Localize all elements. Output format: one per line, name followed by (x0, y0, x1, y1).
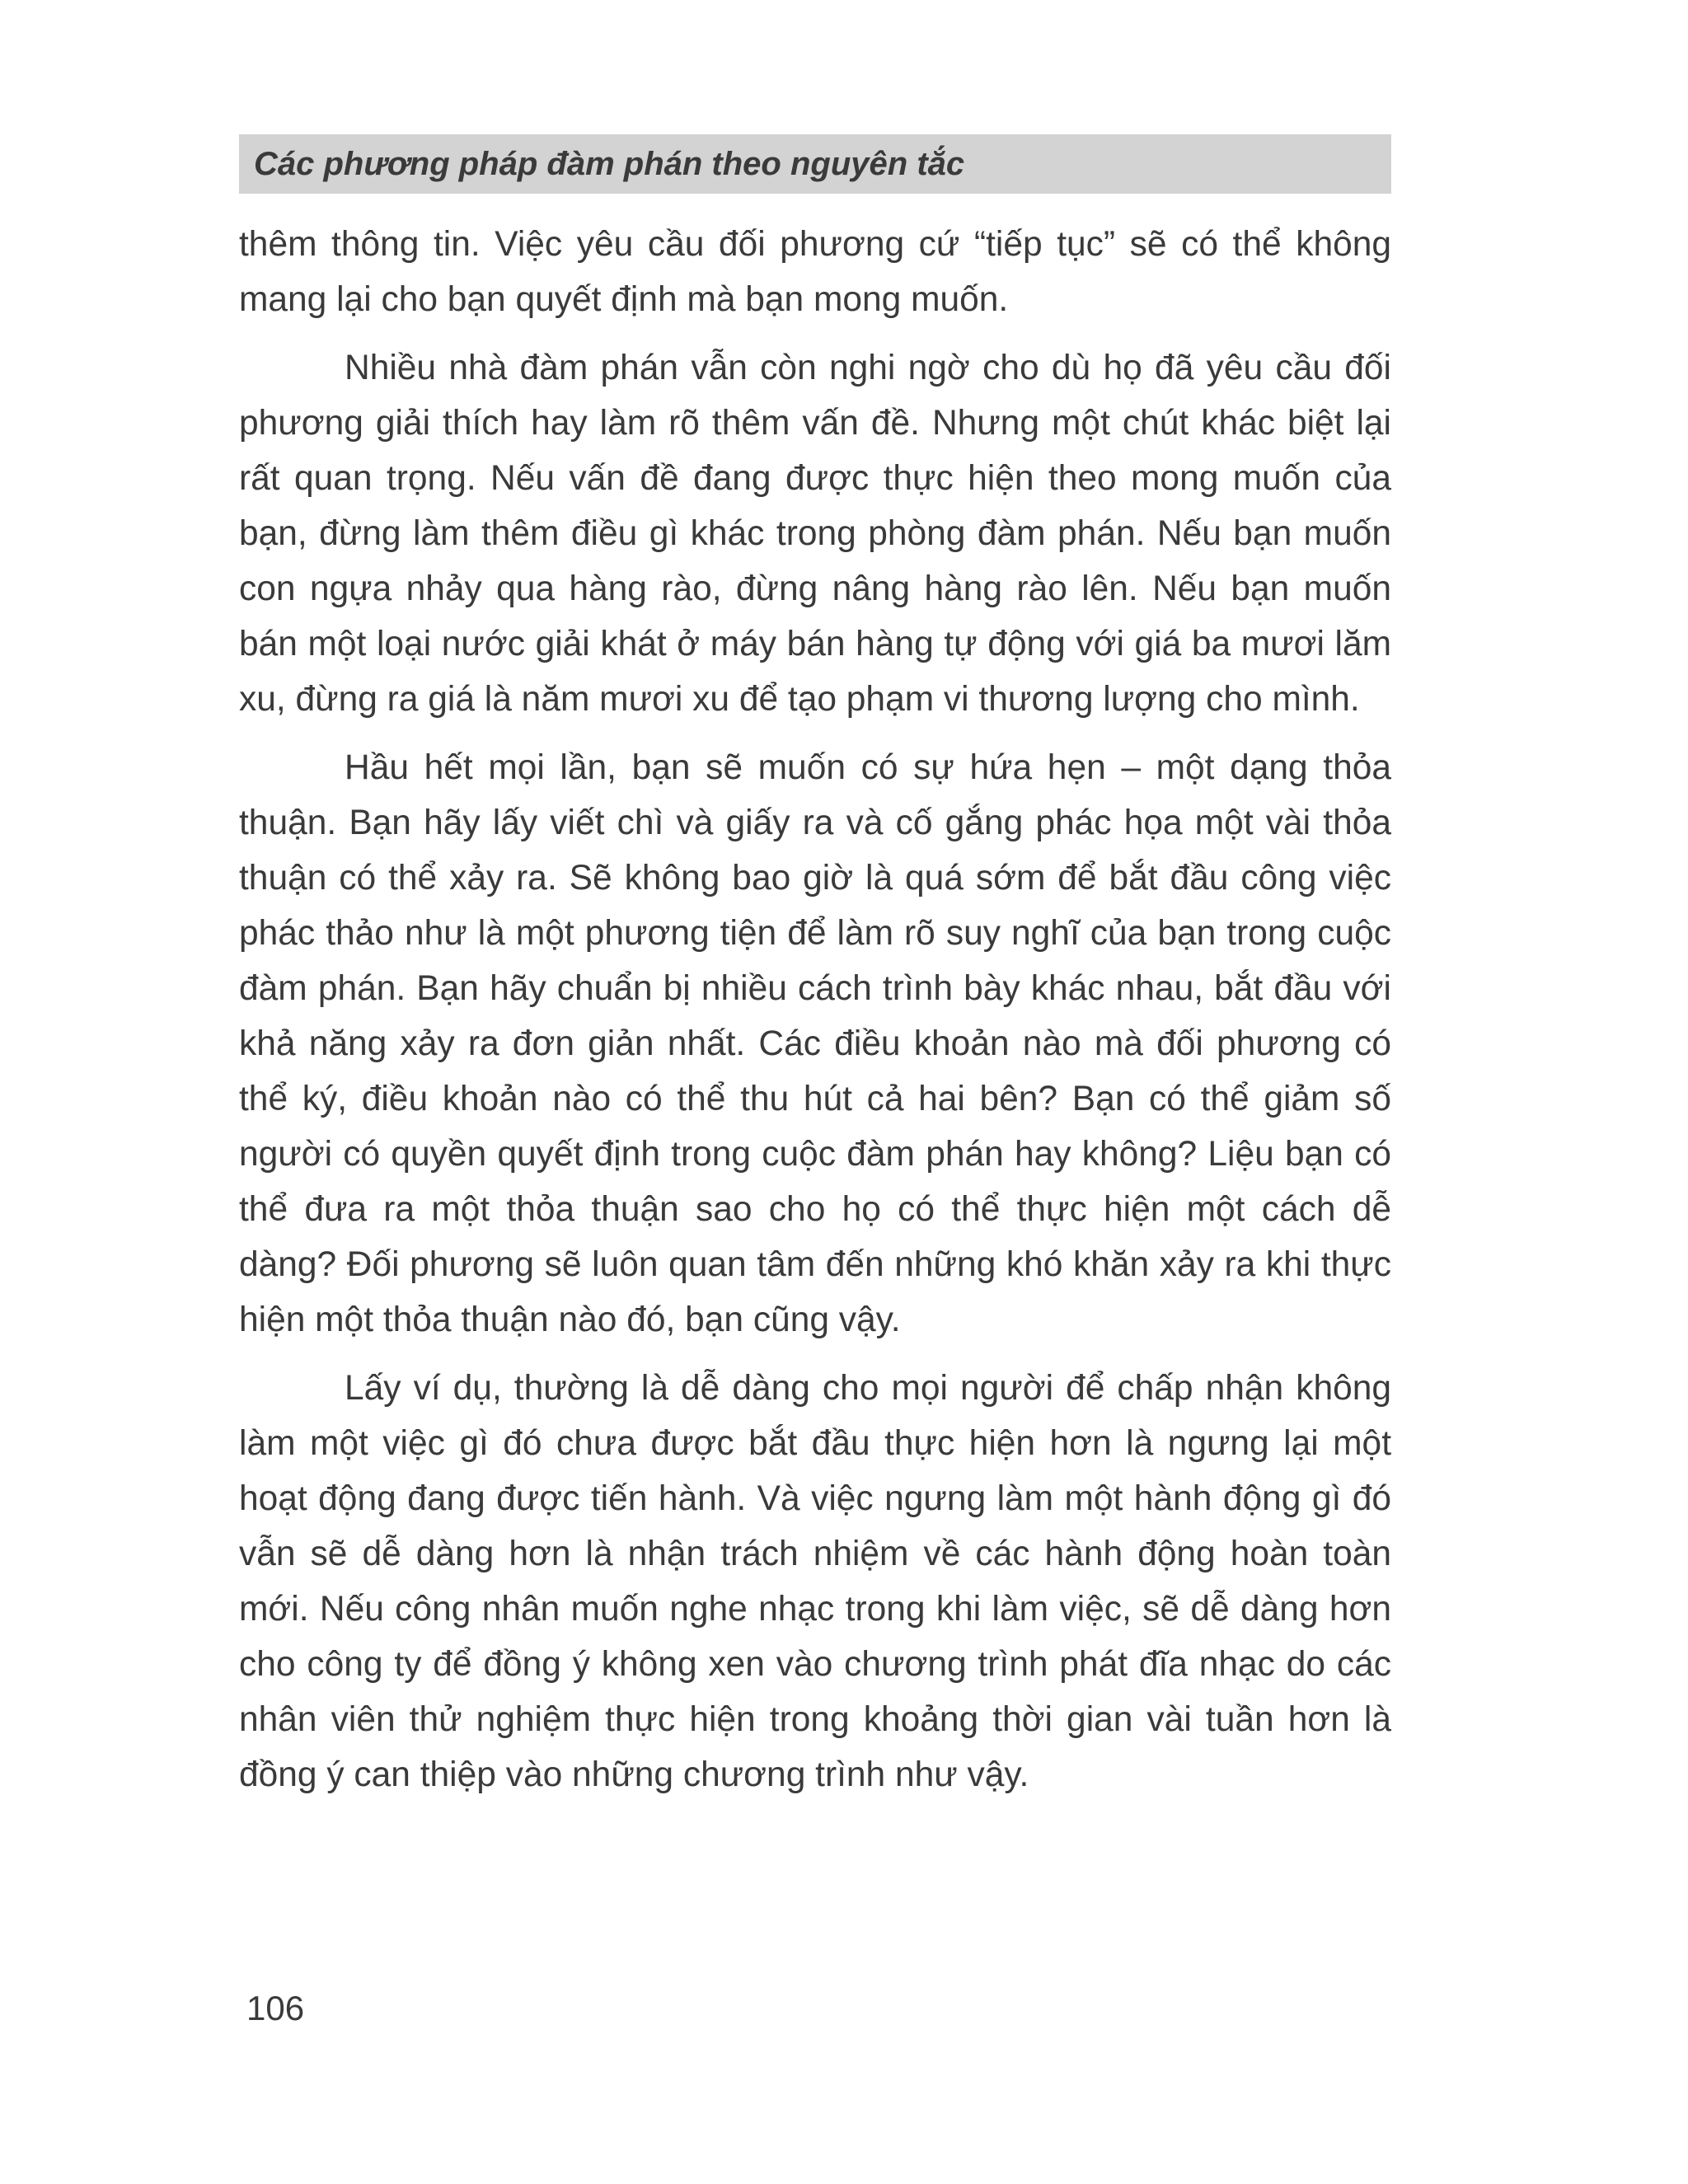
chapter-title: Các phương pháp đàm phán theo nguyên tắc (254, 145, 965, 182)
paragraph: Lấy ví dụ, thường là dễ dàng cho mọi người để chấp nhận không làm một việc gì đó chưa được bắt đầu thực hiện hơn là ngưng lại một hoạt động đang được tiến hành. Và việc ngưng làm một hành động gì đó vẫn sẽ dễ dàng hơn là nhận trách nhiệm về các hành động hoàn toàn mới. Nếu công nhân muốn nghe nhạc trong khi làm việc, sẽ dễ dàng hơn cho công ty để đồng ý không xen vào chương trình phát đĩa nhạc do các nhân viên thử nghiệm thực hiện trong khoảng thời gian vài tuần hơn là đồng ý can thiệp vào những chương trình như vậy. (239, 1369, 1391, 1794)
paragraph: Nhiều nhà đàm phán vẫn còn nghi ngờ cho dù họ đã yêu cầu đối phương giải thích hay làm rõ thêm vấn đề. Nhưng một chút khác biệt lại rất quan trọng. Nếu vấn đề đang được thực hiện theo mong muốn của bạn, đừng làm thêm điều gì khác trong phòng đàm phán. Nếu bạn muốn con ngựa nhảy qua hàng rào, đừng nâng hàng rào lên. Nếu bạn muốn bán một loại nước giải khát ở máy bán hàng tự động với giá ba mươi lăm xu, đừng ra giá là năm mươi xu để tạo phạm vi thương lượng cho mình. (239, 349, 1391, 719)
body-text (239, 217, 1391, 1802)
running-header (239, 134, 1391, 194)
paragraph-continued: thêm thông tin. Việc yêu cầu đối phương cứ “tiếp tục” sẽ có thể không mang lại cho bạn quyết định mà bạn mong muốn. (239, 225, 1391, 319)
paragraph: Hầu hết mọi lần, bạn sẽ muốn có sự hứa hẹn – một dạng thỏa thuận. Bạn hãy lấy viết chì và giấy ra và cố gắng phác họa một vài thỏa thuận có thể xảy ra. Sẽ không bao giờ là quá sớm để bắt đầu công việc phác thảo như là một phương tiện để làm rõ suy nghĩ của bạn trong cuộc đàm phán. Bạn hãy chuẩn bị nhiều cách trình bày khác nhau, bắt đầu với khả năng xảy ra đơn giản nhất. Các điều khoản nào mà đối phương có thể ký, điều khoản nào có thể thu hút cả hai bên? Bạn có thể giảm số người có quyền quyết định trong cuộc đàm phán hay không? Liệu bạn có thể đưa ra một thỏa thuận sao cho họ có thể thực hiện một cách dễ dàng? Đối phương sẽ luôn quan tâm đến những khó khăn xảy ra khi thực hiện một thỏa thuận nào đó, bạn cũng vậy. (239, 748, 1391, 1339)
page-number: 106 (246, 1989, 305, 2027)
